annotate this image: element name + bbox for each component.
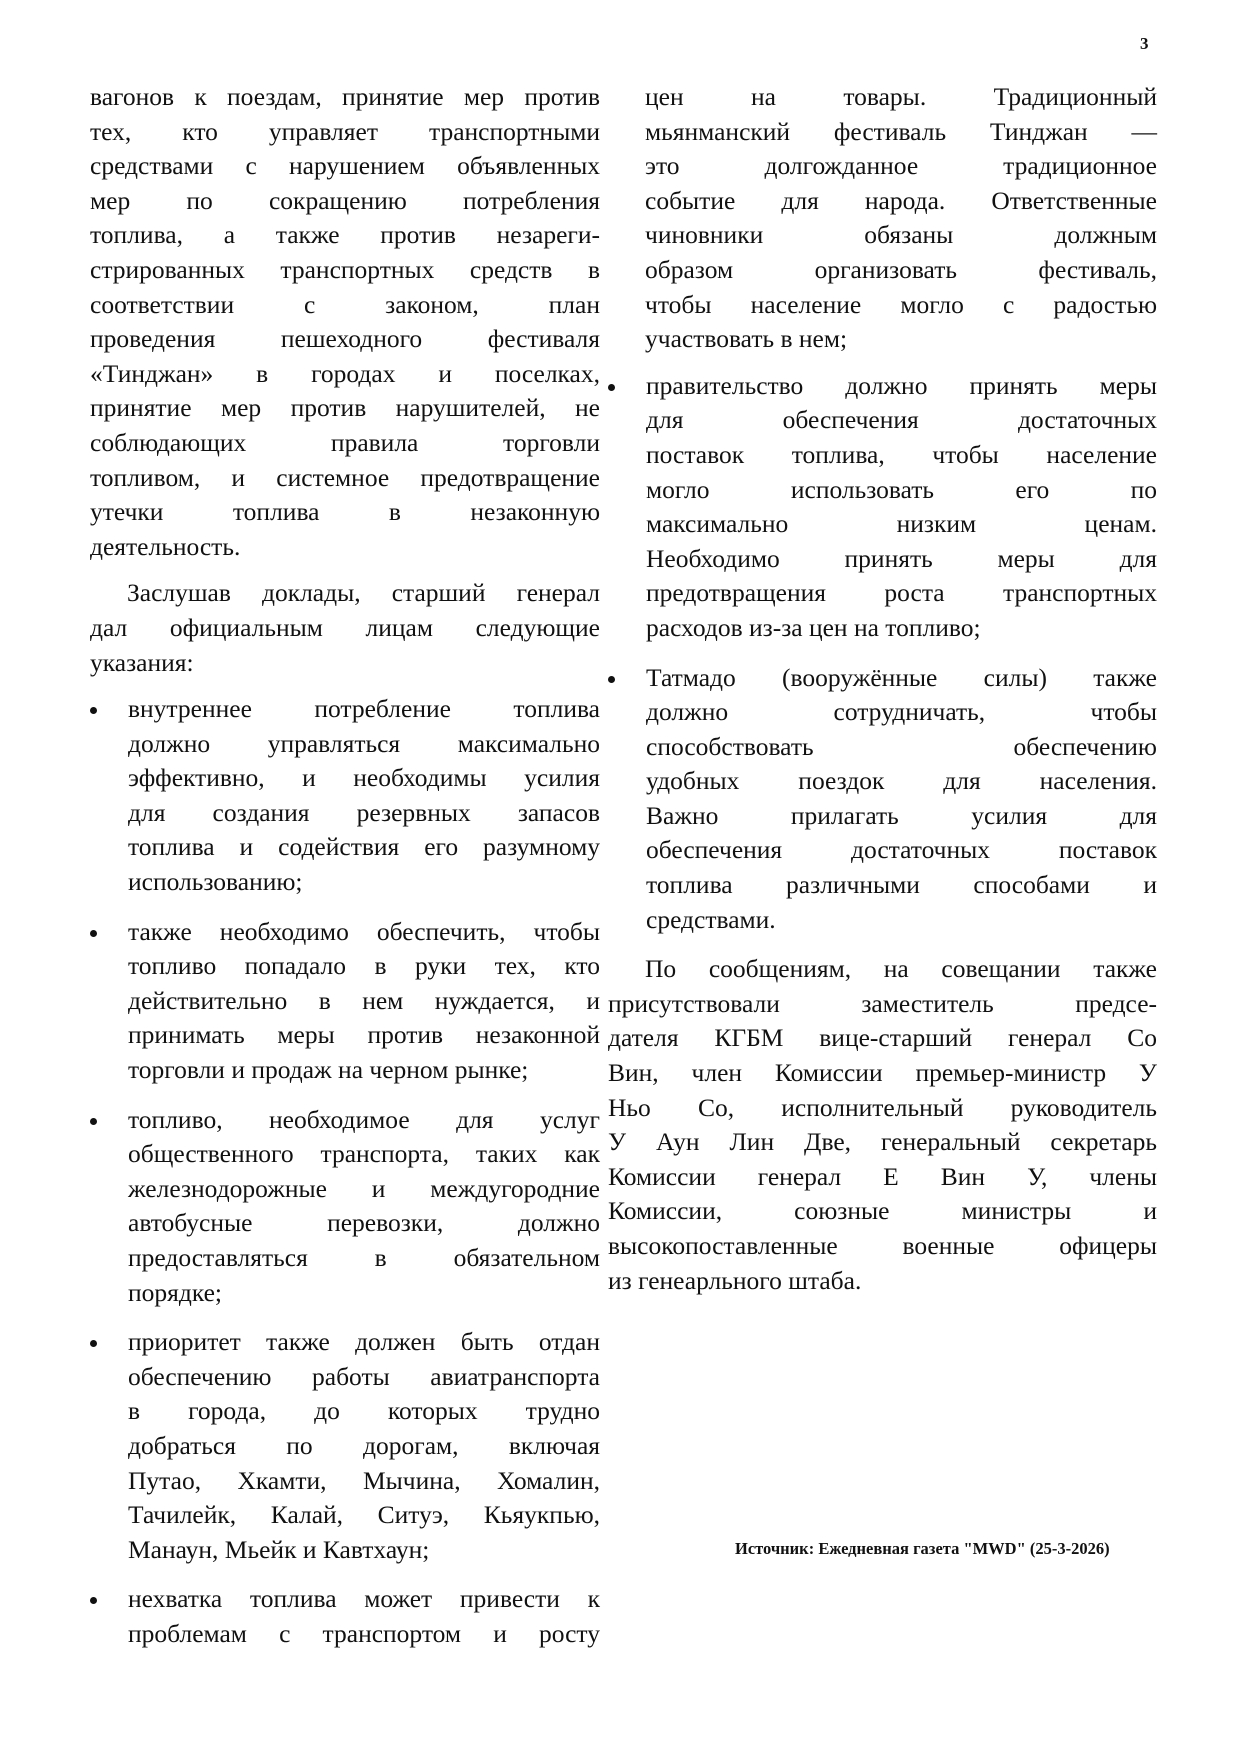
text-line: топливо попадало в руки тех, кто <box>128 951 600 981</box>
instructions-paragraph <box>90 576 600 680</box>
text-line: соответствии с законом, план <box>90 289 600 319</box>
text-line: соблюдающих правила торговли <box>90 427 600 457</box>
text-line: топлива, а также против незареги- <box>90 220 600 250</box>
text-line: внутреннее потребление топлива <box>128 694 600 724</box>
text-line: утечки топлива в незаконную <box>90 497 600 527</box>
text-line: стрированных транспортных средств в <box>90 254 600 284</box>
text-line: средствами. <box>646 904 776 934</box>
text-line: автобусные перевозки, должно <box>128 1208 600 1238</box>
text-line: проблемам с транспортом и росту <box>128 1618 600 1648</box>
list-item-text <box>128 692 600 900</box>
text-line: принимать меры против незаконной <box>128 1020 600 1050</box>
text-line: топливом, и системное предотвращение <box>90 462 600 492</box>
bullet-icon <box>90 707 97 714</box>
text-line: Необходимо принять меры для <box>646 543 1157 573</box>
text-line: средствами с нарушением объявленных <box>90 151 600 181</box>
bullet-icon <box>608 676 615 683</box>
text-line: принятие мер против нарушителей, не <box>90 393 600 423</box>
list-item <box>90 692 600 900</box>
list-item-text <box>128 915 600 1088</box>
closing-paragraph <box>608 952 1157 1298</box>
text-line: проведения пешеходного фестиваля <box>90 324 600 354</box>
text-line: чтобы население могло с радостью <box>645 289 1157 319</box>
text-line: общественного транспорта, таких как <box>128 1139 600 1169</box>
left-column <box>90 80 600 1667</box>
text-line: топлива различными способами и <box>646 870 1157 900</box>
text-line: обеспечению работы авиатранспорта <box>128 1361 600 1391</box>
list-item <box>90 1582 600 1651</box>
list-item-text <box>646 661 1157 938</box>
text-line: железнодорожные и междугородние <box>128 1173 600 1203</box>
text-line: цен на товары. Традиционный <box>645 82 1157 111</box>
text-line: добраться по дорогам, включая <box>128 1430 600 1460</box>
source-citation: Источник: Ежедневная газета "MWD" (25-3-2026) <box>735 1539 1110 1558</box>
text-line: удобных поездок для населения. <box>646 766 1157 796</box>
text-line: Комиссии, союзные министры и <box>608 1196 1157 1226</box>
list-item <box>608 661 1157 938</box>
text-line: Заслушав доклады, старший генерал <box>127 578 600 608</box>
list-item-text <box>128 1103 600 1311</box>
text-line: в города, до которых трудно <box>128 1396 600 1426</box>
text-line: действительно в нем нуждается, и <box>128 985 600 1015</box>
text-line: предоставляться в обязательном <box>128 1243 600 1272</box>
text-line: использованию; <box>128 867 303 897</box>
text-line: для обеспечения достаточных <box>646 405 1157 435</box>
text-line: расходов из-за цен на топливо; <box>646 612 981 642</box>
text-line: чиновники обязаны должным <box>645 220 1157 250</box>
list-item <box>608 369 1157 646</box>
instructions-list <box>90 692 600 1651</box>
list-item-text <box>128 1582 600 1651</box>
text-line: могло использовать его по <box>646 474 1157 504</box>
text-line: тех, кто управляет транспортными <box>90 116 600 146</box>
text-line: поставок топлива, чтобы население <box>646 439 1157 469</box>
text-line: Тачилейк, Калай, Ситуэ, Кьяукпью, <box>128 1500 600 1530</box>
text-line: это долгожданное традиционное <box>645 151 1157 181</box>
right-column <box>608 80 1157 1310</box>
text-line: Ньо Со, исполнительный руководитель <box>608 1092 1157 1122</box>
text-line: максимально низким ценам. <box>646 509 1157 539</box>
text-line: дал официальным лицам следующие <box>90 612 600 642</box>
intro-paragraph <box>90 80 600 564</box>
text-line: У Аун Лин Две, генеральный секретарь <box>608 1127 1157 1157</box>
list-item-text <box>646 369 1157 646</box>
text-line: «Тинджан» в городах и поселках, <box>90 358 600 388</box>
text-line: порядке; <box>128 1277 223 1307</box>
list-item <box>90 1325 600 1567</box>
text-line: также необходимо обеспечить, чтобы <box>128 916 600 946</box>
text-line: событие для народа. Ответственные <box>645 185 1157 215</box>
text-line: вагонов к поездам, принятие мер против <box>90 82 600 111</box>
text-line: эффективно, и необходимы усилия <box>128 763 600 793</box>
list-item <box>90 1103 600 1311</box>
text-line: нехватка топлива может привести к <box>128 1584 600 1614</box>
page-number: 3 <box>1140 34 1149 53</box>
text-line: образом организовать фестиваль, <box>645 254 1157 284</box>
text-line: способствовать обеспечению <box>646 731 1157 761</box>
text-line: Путао, Хкамти, Мычина, Хомалин, <box>128 1465 600 1495</box>
text-line: Комиссии генерал Е Вин У, члены <box>608 1161 1157 1191</box>
text-line: указания: <box>90 647 194 677</box>
text-line: должно управляться максимально <box>128 728 600 758</box>
text-line: для создания резервных запасов <box>128 797 600 827</box>
text-line: правительство должно принять меры <box>646 370 1157 400</box>
text-line: из генеарльного штаба. <box>608 1265 862 1295</box>
text-line: топливо, необходимое для услуг <box>128 1104 600 1134</box>
bullet-icon <box>90 1118 97 1125</box>
list-item-text <box>128 1325 600 1567</box>
text-line: приоритет также должен быть отдан <box>128 1327 600 1357</box>
text-line: мьянманский фестиваль Тинджан — <box>645 116 1157 146</box>
text-line: присутствовали заместитель предсе- <box>608 988 1157 1018</box>
text-line: участвовать в нем; <box>645 324 848 354</box>
text-line: должно сотрудничать, чтобы <box>646 697 1157 727</box>
text-line: По сообщениям, на совещании также <box>645 954 1157 984</box>
text-line: обеспечения достаточных поставок <box>646 835 1157 865</box>
bullet-icon <box>90 1597 97 1604</box>
text-line: деятельность. <box>90 531 241 561</box>
bullet-icon <box>608 384 615 391</box>
bullet-icon <box>90 1340 97 1347</box>
continuation-paragraph <box>645 80 1157 357</box>
text-line: торговли и продаж на черном рынке; <box>128 1055 529 1085</box>
text-line: предотвращения роста транспортных <box>646 578 1157 608</box>
text-line: Вин, член Комиссии премьер-министр У <box>608 1058 1157 1088</box>
text-line: дателя КГБМ вице-старший генерал Со <box>608 1023 1157 1053</box>
bullet-icon <box>90 930 97 937</box>
text-line: мер по сокращению потребления <box>90 185 600 215</box>
text-line: Важно прилагать усилия для <box>646 800 1157 830</box>
instructions-list-continued <box>645 369 1157 938</box>
text-line: Манаун, Мьейк и Кавтхаун; <box>128 1534 430 1564</box>
text-line: высокопоставленные военные офицеры <box>608 1231 1157 1260</box>
list-item <box>90 915 600 1088</box>
text-line: топлива и содействия его разумному <box>128 832 600 862</box>
text-line: Татмадо (вооружённые силы) также <box>646 662 1157 692</box>
